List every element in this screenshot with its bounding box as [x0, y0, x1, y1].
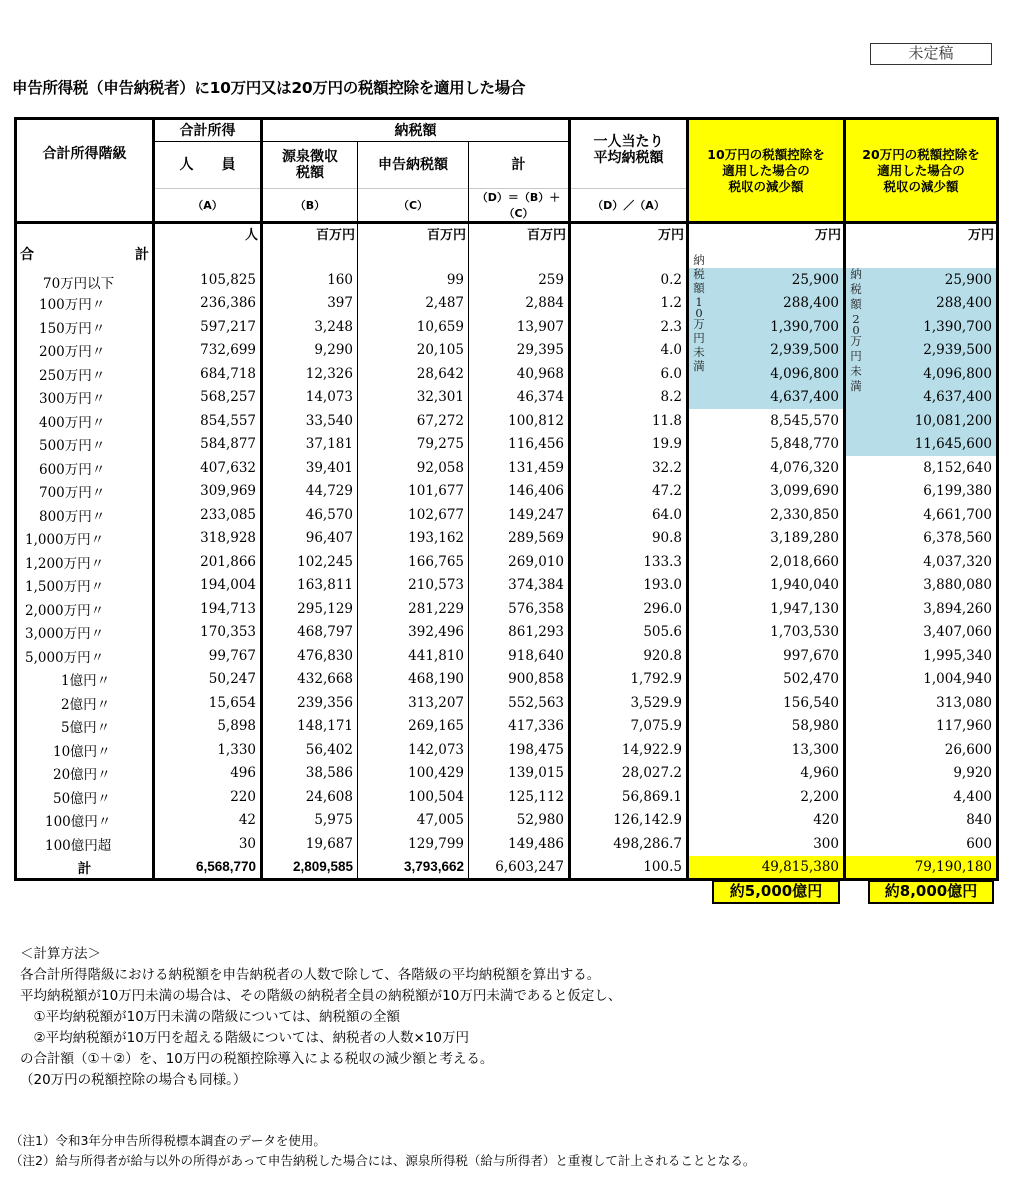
cell-people: 233,085	[154, 503, 262, 527]
row-income-class: 800万円〃	[39, 508, 106, 525]
unit-people: 人	[154, 223, 262, 268]
table-row	[16, 762, 998, 786]
cell-red10: 58,980	[688, 715, 845, 739]
cell-withholding: 397	[262, 292, 358, 316]
cell-declared: 210,573	[358, 574, 469, 598]
cell-declared: 100,504	[358, 785, 469, 809]
cell-red10: 1,947,130	[688, 597, 845, 621]
cell-red10: 420	[688, 809, 845, 833]
cell-withholding: 39,401	[262, 456, 358, 480]
cell-red20: 9,920	[845, 762, 998, 786]
cell-red10: 2,939,500	[688, 339, 845, 363]
cell-total: 13,907	[469, 315, 570, 339]
table-row	[16, 644, 998, 668]
cell-total: 198,475	[469, 738, 570, 762]
cell-red10: 2,200	[688, 785, 845, 809]
cell-withholding: 37,181	[262, 433, 358, 457]
footnote-1: （注1）令和3年分申告所得税標本調査のデータを使用。	[10, 1133, 326, 1148]
cell-avg: 8.2	[570, 386, 688, 410]
cell-red20: 4,037,320	[845, 550, 998, 574]
header-avg-tax	[570, 119, 688, 189]
table-row	[16, 574, 998, 598]
table-row	[16, 785, 998, 809]
cell-withholding: 239,356	[262, 691, 358, 715]
approx-reduction-10man: 約5,000億円	[712, 880, 840, 904]
cell-declared: 441,810	[358, 644, 469, 668]
method-heading: ＜計算方法＞	[20, 946, 101, 962]
cell-declared: 281,229	[358, 597, 469, 621]
cell-red10: 300	[688, 832, 845, 856]
table-row	[16, 832, 998, 856]
table-row	[16, 621, 998, 645]
cell-red10: 25,900	[688, 268, 845, 292]
header-tax-group: 納税額	[262, 119, 570, 142]
cell-avg: 4.0	[570, 339, 688, 363]
table-row	[16, 715, 998, 739]
cell-total: 149,247	[469, 503, 570, 527]
cell-total: 125,112	[469, 785, 570, 809]
cell-withholding: 9,290	[262, 339, 358, 363]
row-income-class: 250万円〃	[39, 367, 106, 384]
header-people: 人 員	[154, 142, 262, 189]
cell-people: 105,825	[154, 268, 262, 292]
total-row-label: 計	[77, 860, 92, 876]
method-line: 平均納税額が10万円未満の場合は、その階級の納税者全員の納税額が10万円未満であると仮定し、	[20, 988, 622, 1004]
cell-total: 900,858	[469, 668, 570, 692]
cell-red20: 26,600	[845, 738, 998, 762]
cell-total: 146,406	[469, 480, 570, 504]
cell-total: 29,395	[469, 339, 570, 363]
cell-declared: 129,799	[358, 832, 469, 856]
cell-declared: 468,190	[358, 668, 469, 692]
row-income-class: 1,500万円〃	[25, 579, 105, 596]
cell-people: 309,969	[154, 480, 262, 504]
cell-total: 116,456	[469, 433, 570, 457]
cell-red20: 1,390,700	[845, 315, 998, 339]
table-row	[16, 456, 998, 480]
cell-people: 220	[154, 785, 262, 809]
cell-red10: 4,076,320	[688, 456, 845, 480]
cell-avg: 3,529.9	[570, 691, 688, 715]
header-reduction-10man	[688, 119, 845, 223]
cell-red10: 3,099,690	[688, 480, 845, 504]
row-income-class: 600万円〃	[39, 461, 106, 478]
unit-avg: 万円	[570, 223, 688, 268]
cell-avg: 11.8	[570, 409, 688, 433]
cell-people: 496	[154, 762, 262, 786]
note-below-10man: 納 税 額 1 0 万 円 未 満	[693, 253, 705, 373]
code-b: （B）	[262, 189, 358, 223]
cell-red10: 4,096,800	[688, 362, 845, 386]
header-income-class: 合計所得階級	[42, 146, 127, 163]
cell-red20: 288,400	[845, 292, 998, 316]
total-red20: 79,190,180	[845, 856, 998, 880]
total-row	[16, 856, 998, 880]
method-line: 各合計所得階級における納税額を申告納税者の人数で除して、各階級の平均納税額を算出する。	[20, 967, 601, 983]
cell-people: 194,713	[154, 597, 262, 621]
cell-total: 52,980	[469, 809, 570, 833]
cell-declared: 100,429	[358, 762, 469, 786]
table-row	[16, 480, 998, 504]
cell-people: 50,247	[154, 668, 262, 692]
table-row	[16, 409, 998, 433]
cell-avg: 7,075.9	[570, 715, 688, 739]
total-red10: 49,815,380	[688, 856, 845, 880]
cell-withholding: 33,540	[262, 409, 358, 433]
cell-people: 194,004	[154, 574, 262, 598]
cell-withholding: 24,608	[262, 785, 358, 809]
cell-withholding: 38,586	[262, 762, 358, 786]
cell-red20: 6,378,560	[845, 527, 998, 551]
header-reduction-20man	[845, 119, 998, 223]
total-people: 6,568,770	[154, 856, 262, 880]
cell-red10: 13,300	[688, 738, 845, 762]
cell-declared: 10,659	[358, 315, 469, 339]
cell-declared: 392,496	[358, 621, 469, 645]
grand-total-right: 計	[135, 246, 149, 263]
cell-people: 1,330	[154, 738, 262, 762]
row-income-class: 300万円〃	[39, 391, 106, 408]
row-income-class: 50億円〃	[53, 790, 111, 807]
cell-red10: 4,960	[688, 762, 845, 786]
unit-withholding: 百万円	[262, 223, 358, 268]
cell-avg: 920.8	[570, 644, 688, 668]
cell-people: 30	[154, 832, 262, 856]
header-code-blank	[16, 189, 154, 223]
cell-people: 597,217	[154, 315, 262, 339]
row-income-class: 150万円〃	[39, 320, 106, 337]
cell-people: 99,767	[154, 644, 262, 668]
cell-total: 417,336	[469, 715, 570, 739]
cell-total: 861,293	[469, 621, 570, 645]
table-row	[16, 691, 998, 715]
row-income-class: 70万円以下	[43, 275, 115, 292]
row-income-class: 100億円〃	[45, 814, 112, 831]
cell-withholding: 14,073	[262, 386, 358, 410]
row-income-class: 5,000万円〃	[25, 649, 105, 666]
header-withholding-line1: 源泉徴収	[282, 149, 338, 165]
cell-people: 732,699	[154, 339, 262, 363]
cell-total: 259	[469, 268, 570, 292]
cell-people: 584,877	[154, 433, 262, 457]
row-income-class: 1,000万円〃	[25, 532, 105, 549]
cell-red20: 313,080	[845, 691, 998, 715]
cell-red10: 502,470	[688, 668, 845, 692]
cell-avg: 1,792.9	[570, 668, 688, 692]
method-line: の合計額（①＋②）を、10万円の税額控除導入による税収の減少額と考える。	[20, 1051, 494, 1067]
row-income-class: 500万円〃	[39, 438, 106, 455]
cell-withholding: 160	[262, 268, 358, 292]
unit-declared: 百万円	[358, 223, 469, 268]
cell-declared: 28,642	[358, 362, 469, 386]
cell-withholding: 476,830	[262, 644, 358, 668]
cell-total: 552,563	[469, 691, 570, 715]
cell-withholding: 163,811	[262, 574, 358, 598]
footnote-2: （注2）給与所得者が給与以外の所得があって申告納税した場合には、源泉所得税（給与所得者）と重複して計上されることとなる。	[10, 1153, 756, 1168]
cell-red20: 2,939,500	[845, 339, 998, 363]
code-avg: （D）／（A）	[570, 189, 688, 223]
header-red20-line3: 税収の減少額	[883, 178, 959, 194]
row-income-class: 20億円〃	[53, 767, 111, 784]
cell-avg: 296.0	[570, 597, 688, 621]
row-income-class: 200万円〃	[39, 344, 106, 361]
header-total-income-group: 合計所得	[154, 119, 262, 142]
cell-withholding: 19,687	[262, 832, 358, 856]
cell-declared: 99	[358, 268, 469, 292]
cell-red10: 997,670	[688, 644, 845, 668]
cell-red10: 156,540	[688, 691, 845, 715]
cell-declared: 269,165	[358, 715, 469, 739]
cell-people: 318,928	[154, 527, 262, 551]
cell-total: 289,569	[469, 527, 570, 551]
cell-withholding: 44,729	[262, 480, 358, 504]
cell-total: 2,884	[469, 292, 570, 316]
cell-withholding: 5,975	[262, 809, 358, 833]
cell-red20: 4,096,800	[845, 362, 998, 386]
header-total: 計	[469, 142, 570, 189]
draft-stamp: 未定稿	[870, 43, 992, 65]
table-row	[16, 668, 998, 692]
header-red20-line2: 適用した場合の	[877, 162, 965, 178]
note-below-20man: 納 税 額 2 0 万 円 未 満	[850, 267, 862, 393]
cell-avg: 32.2	[570, 456, 688, 480]
cell-red20: 840	[845, 809, 998, 833]
row-income-class: 10億円〃	[53, 743, 111, 760]
cell-people: 5,898	[154, 715, 262, 739]
method-line: ①平均納税額が10万円未満の階級については、納税額の全額	[20, 1009, 401, 1025]
cell-avg: 64.0	[570, 503, 688, 527]
cell-avg: 90.8	[570, 527, 688, 551]
cell-red10: 8,545,570	[688, 409, 845, 433]
cell-withholding: 295,129	[262, 597, 358, 621]
approx-reduction-20man: 約8,000億円	[868, 880, 994, 904]
cell-red20: 600	[845, 832, 998, 856]
cell-total: 374,384	[469, 574, 570, 598]
cell-total: 100,812	[469, 409, 570, 433]
cell-red10: 1,940,040	[688, 574, 845, 598]
cell-avg: 56,869.1	[570, 785, 688, 809]
cell-red20: 8,152,640	[845, 456, 998, 480]
cell-total: 269,010	[469, 550, 570, 574]
cell-avg: 19.9	[570, 433, 688, 457]
method-line: （20万円の税額控除の場合も同様。）	[20, 1072, 247, 1088]
cell-declared: 92,058	[358, 456, 469, 480]
header-avg-line2: 平均納税額	[593, 150, 664, 166]
cell-red20: 25,900	[845, 268, 998, 292]
cell-withholding: 148,171	[262, 715, 358, 739]
cell-total: 918,640	[469, 644, 570, 668]
cell-red10: 2,330,850	[688, 503, 845, 527]
cell-red20: 1,995,340	[845, 644, 998, 668]
method-line: ②平均納税額が10万円を超える階級については、納税者の人数×10万円	[20, 1030, 469, 1046]
grand-total-label	[16, 223, 154, 268]
row-income-class: 2億円〃	[61, 696, 111, 713]
table-row	[16, 597, 998, 621]
cell-red10: 2,018,660	[688, 550, 845, 574]
cell-avg: 0.2	[570, 268, 688, 292]
cell-red20: 1,004,940	[845, 668, 998, 692]
cell-red20: 117,960	[845, 715, 998, 739]
cell-avg: 498,286.7	[570, 832, 688, 856]
table-row	[16, 433, 998, 457]
cell-withholding: 46,570	[262, 503, 358, 527]
cell-total: 149,486	[469, 832, 570, 856]
total-avg: 100.5	[570, 856, 688, 880]
cell-declared: 79,275	[358, 433, 469, 457]
row-income-class: 100万円〃	[39, 297, 106, 314]
cell-red10: 4,637,400	[688, 386, 845, 410]
cell-total: 40,968	[469, 362, 570, 386]
cell-declared: 101,677	[358, 480, 469, 504]
cell-red20: 11,645,600	[845, 433, 998, 457]
cell-avg: 2.3	[570, 315, 688, 339]
cell-declared: 313,207	[358, 691, 469, 715]
table-row	[16, 503, 998, 527]
cell-red10: 1,390,700	[688, 315, 845, 339]
header-avg-line1: 一人当たり	[593, 134, 664, 150]
cell-avg: 6.0	[570, 362, 688, 386]
unit-red10: 万円	[688, 223, 845, 268]
footnotes	[10, 1131, 755, 1171]
cell-declared: 20,105	[358, 339, 469, 363]
cell-avg: 505.6	[570, 621, 688, 645]
cell-red20: 4,661,700	[845, 503, 998, 527]
cell-people: 854,557	[154, 409, 262, 433]
cell-avg: 47.2	[570, 480, 688, 504]
cell-withholding: 56,402	[262, 738, 358, 762]
cell-red20: 4,400	[845, 785, 998, 809]
cell-total: 46,374	[469, 386, 570, 410]
table-row	[16, 527, 998, 551]
cell-people: 15,654	[154, 691, 262, 715]
total-withholding: 2,809,585	[262, 856, 358, 880]
header-withholding	[262, 142, 358, 189]
cell-people: 42	[154, 809, 262, 833]
cell-red20: 4,637,400	[845, 386, 998, 410]
header-withholding-line2: 税額	[296, 165, 324, 181]
cell-red10: 5,848,770	[688, 433, 845, 457]
code-c: （C）	[358, 189, 469, 223]
row-income-class: 400万円〃	[39, 414, 106, 431]
cell-avg: 14,922.9	[570, 738, 688, 762]
cell-total: 139,015	[469, 762, 570, 786]
cell-red20: 3,894,260	[845, 597, 998, 621]
cell-people: 407,632	[154, 456, 262, 480]
total-total: 6,603,247	[469, 856, 570, 880]
cell-avg: 193.0	[570, 574, 688, 598]
cell-avg: 126,142.9	[570, 809, 688, 833]
cell-red10: 288,400	[688, 292, 845, 316]
cell-people: 201,866	[154, 550, 262, 574]
cell-people: 684,718	[154, 362, 262, 386]
code-d: （D）＝（B）＋（C）	[469, 189, 570, 223]
table-row	[16, 550, 998, 574]
cell-declared: 102,677	[358, 503, 469, 527]
cell-withholding: 432,668	[262, 668, 358, 692]
cell-people: 568,257	[154, 386, 262, 410]
cell-total: 576,358	[469, 597, 570, 621]
cell-declared: 67,272	[358, 409, 469, 433]
unit-red20: 万円	[845, 223, 998, 268]
cell-withholding: 468,797	[262, 621, 358, 645]
cell-people: 170,353	[154, 621, 262, 645]
row-income-class: 700万円〃	[39, 485, 106, 502]
cell-red20: 6,199,380	[845, 480, 998, 504]
table-row	[16, 809, 998, 833]
unit-total: 百万円	[469, 223, 570, 268]
total-declared: 3,793,662	[358, 856, 469, 880]
cell-avg: 133.3	[570, 550, 688, 574]
table-row	[16, 738, 998, 762]
tax-credit-table	[14, 117, 999, 881]
row-income-class: 3,000万円〃	[25, 626, 105, 643]
cell-declared: 166,765	[358, 550, 469, 574]
header-red10-line2: 適用した場合の	[722, 162, 810, 178]
row-income-class: 1億円〃	[61, 673, 111, 690]
calculation-method	[20, 944, 621, 1091]
header-red20-line1: 20万円の税額控除を	[862, 146, 980, 162]
cell-declared: 142,073	[358, 738, 469, 762]
cell-withholding: 96,407	[262, 527, 358, 551]
header-red10-line3: 税収の減少額	[728, 178, 804, 194]
row-income-class: 2,000万円〃	[25, 602, 105, 619]
cell-red20: 3,407,060	[845, 621, 998, 645]
row-income-class: 1,200万円〃	[25, 555, 105, 572]
cell-red20: 3,880,080	[845, 574, 998, 598]
row-income-class: 5億円〃	[61, 720, 111, 737]
header-declared: 申告納税額	[358, 142, 469, 189]
page-title: 申告所得税（申告納税者）に10万円又は20万円の税額控除を適用した場合	[12, 79, 526, 97]
cell-total: 131,459	[469, 456, 570, 480]
cell-withholding: 3,248	[262, 315, 358, 339]
grand-total-left: 合	[20, 246, 34, 263]
cell-declared: 2,487	[358, 292, 469, 316]
header-red10-line1: 10万円の税額控除を	[707, 146, 825, 162]
cell-red10: 3,189,280	[688, 527, 845, 551]
cell-declared: 47,005	[358, 809, 469, 833]
cell-withholding: 102,245	[262, 550, 358, 574]
code-a: （A）	[154, 189, 262, 223]
cell-declared: 32,301	[358, 386, 469, 410]
cell-withholding: 12,326	[262, 362, 358, 386]
cell-declared: 193,162	[358, 527, 469, 551]
cell-people: 236,386	[154, 292, 262, 316]
cell-red10: 1,703,530	[688, 621, 845, 645]
cell-avg: 28,027.2	[570, 762, 688, 786]
cell-avg: 1.2	[570, 292, 688, 316]
cell-red20: 10,081,200	[845, 409, 998, 433]
row-income-class: 100億円超	[45, 837, 112, 854]
